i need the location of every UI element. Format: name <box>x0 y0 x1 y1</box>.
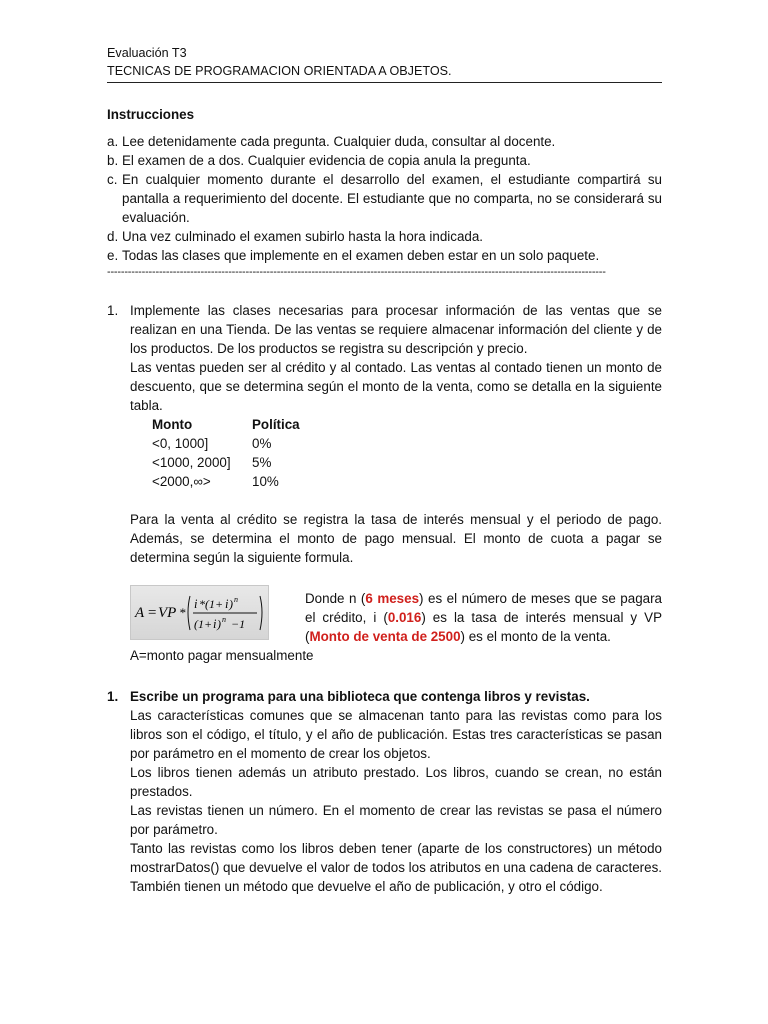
table-row: <2000,∞> 10% <box>152 474 279 489</box>
question-2-paragraph-2: Los libros tienen además un atributo prestado. Los libros, cuando se crean, no están prestados. <box>130 765 662 799</box>
svg-text:−1: −1 <box>231 617 246 631</box>
header <box>107 44 662 80</box>
svg-text:i: i <box>194 597 198 611</box>
question-1-paragraph-1: Implemente las clases necesarias para procesar información de las ventas que se realizan en una Tienda. De las ventas se requiere almacenar información del cliente y de los productos. De los productos se registra su descripción y precio. <box>130 303 662 356</box>
table-header-monto: Monto <box>152 417 193 432</box>
question-1-paragraph-2: Las ventas pueden ser al crédito y al contado. Las ventas al contado tienen un monto de descuento, que se determina según el monto de la venta, como se detalla en la siguiente tabla. <box>130 360 662 413</box>
svg-text:=: = <box>147 605 158 621</box>
highlight-vp: Monto de venta de 2500 <box>309 629 461 644</box>
instruction-item: e. Todas las clases que implemente en el examen deben estar en un solo paquete. <box>107 248 600 263</box>
question-1 <box>107 301 662 665</box>
question-2-title: Escribe un programa para una biblioteca que contenga libros y revistas. <box>130 689 590 704</box>
header-line-2: TECNICAS DE PROGRAMACION ORIENTADA A OBJETOS. <box>107 64 452 78</box>
question-1-paragraph-3: Para la venta al crédito se registra la tasa de interés mensual y el periodo de pago. Además, se determina el monto de pago mensual. El monto de cuota a pagar se determina según la siguiente formula. <box>130 512 662 565</box>
instruction-item: b. El examen de a dos. Cualquier evidencia de copia anula la pregunta. <box>107 153 531 168</box>
table-row: <1000, 2000] 5% <box>152 455 272 470</box>
highlight-n: 6 meses <box>365 591 420 606</box>
svg-text:): ) <box>217 617 221 631</box>
formula-description: Donde n (6 meses) es el número de meses que se pagara el crédito, i (0.016) es la tasa de interés mensual y VP (Monto de venta de 2500) es el monto de la venta. <box>305 591 663 644</box>
formula-graphic <box>131 586 268 639</box>
question-2-paragraph-1: Las características comunes que se almacenan tanto para las revistas como para los libros son el código, el título, y el año de publicación. Estas tres características se pasan por parámetro en el momento de crear los objetos. <box>130 708 662 761</box>
header-rule <box>107 82 662 83</box>
highlight-i: 0.016 <box>387 610 422 625</box>
instruction-item: a. Lee detenidamente cada pregunta. Cualquier duda, consultar al docente. <box>107 134 556 149</box>
question-number: 1. <box>107 303 119 318</box>
question-2 <box>107 687 662 896</box>
svg-text:n: n <box>234 595 238 604</box>
formula-image <box>130 585 269 640</box>
discount-table <box>152 415 662 491</box>
question-2-paragraph-3: Las revistas tienen un número. En el momento de crear las revistas se pasa el número por parámetro. <box>130 803 662 837</box>
header-line-1: Evaluación T3 <box>107 46 187 60</box>
table-header-row <box>152 415 662 434</box>
question-number: 1. <box>107 689 119 704</box>
svg-text:VP: VP <box>158 605 177 621</box>
table-row: <0, 1000] 0% <box>152 436 272 451</box>
svg-text:*(1+: *(1+ <box>199 597 224 611</box>
svg-text:*: * <box>179 605 186 620</box>
separator-line: ------------------------------------------------------------------------------------------------------------------------------------------------ <box>107 266 606 278</box>
svg-text:(1+: (1+ <box>194 617 213 631</box>
svg-text:i: i <box>225 597 229 611</box>
document-page <box>107 44 662 896</box>
formula-section <box>130 585 662 646</box>
instructions-title: Instrucciones <box>107 107 195 122</box>
instruction-item: c. En cualquier momento durante el desarrollo del examen, el estudiante compartirá su pantalla a requerimiento del docente. El estudiante que no comparta, no se considerará su evaluación. <box>107 172 662 225</box>
question-2-paragraph-4: Tanto las revistas como los libros deben tener (aparte de los constructores) un método mostrarDatos() que devuelve el valor de todos los atributos en una cadena de caracteres. También tienen un método que devuelve el año de publicación, y otro el código. <box>130 841 662 894</box>
svg-text:): ) <box>229 597 233 611</box>
question-1-paragraph-4: A=monto pagar mensualmente <box>130 648 314 663</box>
instructions-list <box>107 132 662 265</box>
table-header-politica: Política <box>252 417 300 432</box>
instruction-item: d. Una vez culminado el examen subirlo hasta la hora indicada. <box>107 229 484 244</box>
svg-text:i: i <box>213 617 217 631</box>
svg-text:A: A <box>135 605 145 621</box>
svg-text:n: n <box>222 615 226 624</box>
